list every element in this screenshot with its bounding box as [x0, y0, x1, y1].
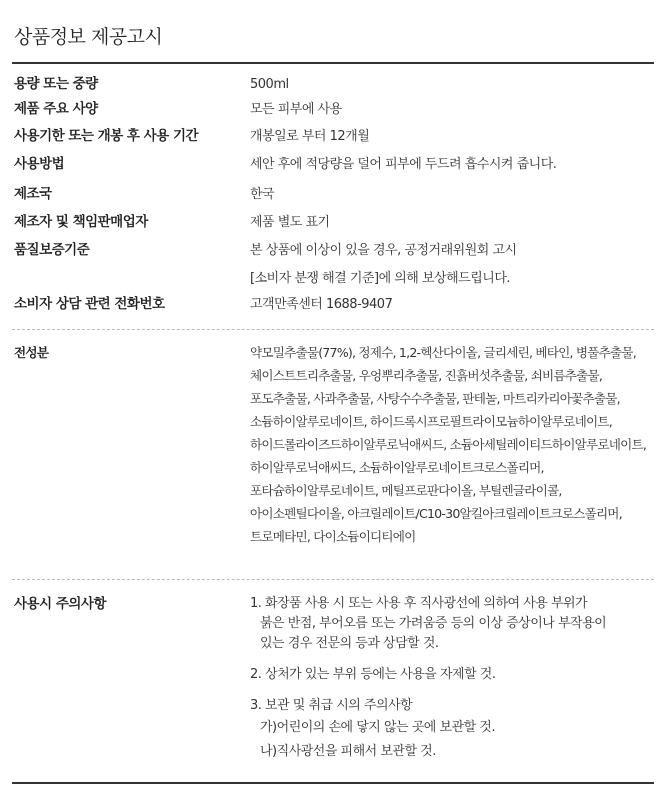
caution-line: 나)직사광선을 피해서 보관할 것. [260, 744, 436, 759]
info-value: 한국 [250, 187, 275, 202]
ingredients-line: 체이스트트리추출물, 우엉뿌리추출물, 진흙버섯추출물, 쇠비름추출물, [250, 368, 603, 383]
info-label: 용량 또는 중량 [14, 76, 98, 92]
ingredients-line: 약모밀추출물(77%), 정제수, 1,2-헥산다이올, 글리세린, 베타인, 병풀추출물, [250, 345, 636, 360]
ingredients-line: 하이알루로닉애씨드, 소듐하이알루로네이트크로스폴리머, [250, 460, 544, 475]
info-value: 고객만족센터 1688-9407 [250, 297, 393, 312]
info-label: 사용방법 [14, 156, 65, 172]
ingredients-line: 소듐하이알루로네이트, 하이드록시프로필트라이모늄하이알루로네이트, [250, 414, 612, 429]
caution-line: 있는 경우 전문의 등과 상담할 것. [260, 636, 439, 651]
ingredients-line: 아이소펜틸다이올, 아크릴레이트/C10-30알킬아크릴레이트크로스폴리머, [250, 506, 622, 521]
info-value: 제품 별도 표기 [250, 215, 330, 230]
info-value: 본 상품에 이상이 있을 경우, 공정거래위원회 고시 [250, 243, 517, 258]
bottom-divider [12, 782, 654, 784]
cautions-label: 사용시 주의사항 [14, 596, 106, 612]
ingredients-line: 하이드롤라이즈드하이알루로닉애씨드, 소듐아세틸레이티드하이알루로네이트, [250, 437, 647, 452]
info-label: 사용기한 또는 개봉 후 사용 기간 [14, 128, 199, 144]
info-label: 품질보증기준 [14, 242, 90, 258]
cautions-list [250, 594, 606, 762]
caution-line: 붉은 반점, 부어오름 또는 가려움증 등의 이상 증상이나 부작용이 [260, 616, 607, 631]
ingredients-line: 포도추출물, 사과추출물, 사탕수수추출물, 판테놀, 마트리카리아꽃추출물, [250, 391, 620, 406]
caution-line: 3. 보관 및 취급 시의 주의사항 [250, 698, 413, 713]
caution-line: 가)어린이의 손에 닿지 않는 곳에 보관할 것. [260, 720, 495, 735]
ingredients-label: 전성분 [14, 345, 49, 360]
info-value: 세안 후에 적당량을 덜어 피부에 두드려 흡수시켜 줍니다. [250, 157, 557, 172]
info-label: 소비자 상담 관련 전화번호 [14, 296, 165, 312]
ingredients-line: 포타슘하이알루로네이트, 메틸프로판다이올, 부틸렌글라이콜, [250, 483, 562, 498]
info-value: 500ml [250, 77, 289, 92]
page-title: 상품정보 제공고시 [14, 26, 163, 48]
info-value: 개봉일로 부터 12개월 [250, 129, 370, 144]
top-divider [12, 62, 654, 64]
caution-line: 2. 상처가 있는 부위 등에는 사용을 자제할 것. [250, 667, 496, 682]
info-value: 모든 피부에 사용 [250, 102, 342, 117]
ingredients-list [250, 341, 646, 548]
ingredients-line: 트로메타민, 다이소듐이디티에이 [250, 529, 416, 544]
section-divider [12, 579, 654, 580]
info-label: 제조자 및 책임판매업자 [14, 214, 148, 230]
section-divider [12, 329, 654, 330]
info-value: [소비자 분쟁 해결 기준]에 의해 보상해드립니다. [250, 271, 511, 286]
caution-line: 1. 화장품 사용 시 또는 사용 후 직사광선에 의하여 사용 부위가 [250, 596, 588, 611]
info-label: 제조국 [14, 186, 52, 202]
info-label: 제품 주요 사양 [14, 101, 98, 117]
